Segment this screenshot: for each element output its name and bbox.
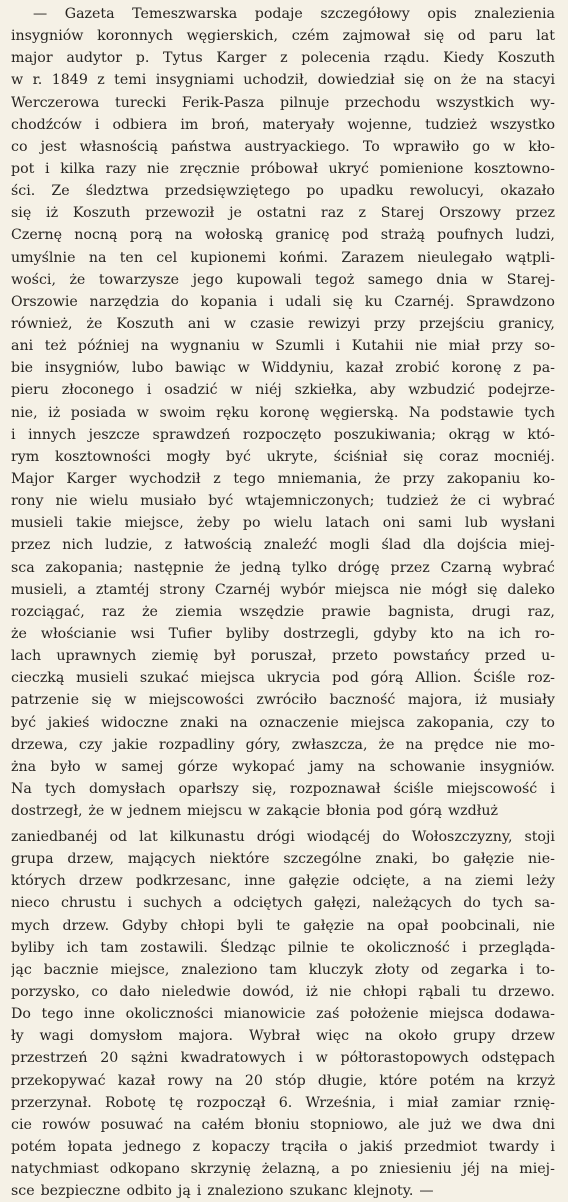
text-line: musieli takie miejsce, żeby po wielu latach oni sami lub wysłani	[11, 515, 555, 532]
text-line: — Gazeta Temeszwarska podaje szczegółowy opis znalezienia	[33, 6, 555, 22]
text-line: rozciągać, raz że ziemia wszędzie prawie bagnista, drugi raz,	[11, 603, 555, 620]
text-line: cieczką musieli szukać miejsca ukrycia pod górą Allion. Ściśle roz-	[11, 670, 555, 687]
text-line: pieru złoconego i osadzić w niéj szkiełka, aby wzbudzić podejrze-	[11, 382, 555, 399]
text-line: rony nie wielu musiało być wtajemniczonych; tudzież że ci wybrać	[11, 493, 555, 510]
text-line: byliby ich tam zostawili. Śledząc pilnie te okoliczność i przegląda-	[11, 939, 555, 956]
text-line: w r. 1849 z temi insygniami uchodził, dowiedział się on że na stacyi	[11, 72, 555, 89]
text-line: się iż Koszuth przewoził je ostatni raz z Starej Orszowy przez	[11, 205, 555, 222]
text-line: jąc bacznie miejsce, znaleziono tam kluczyk złoty od zegarka i to-	[11, 961, 555, 978]
text-line: sca zakopania; następnie że jedną tylko drógę przez Czarną wybrać	[11, 559, 555, 576]
text-line: dostrzegł, że w jednem miejscu w zakącie błonia pod górą wzdłuż	[11, 803, 498, 820]
text-line: bie insygniów, lubo bawiąc w Widdyniu, kazał zrobić koronę z pa-	[11, 360, 555, 377]
article-column-bottom	[0, 826, 568, 1202]
text-line: co jest własnością państwa austryackiego. To wprawiło go w kło-	[11, 138, 555, 155]
text-line: być jakieś widoczne znaki na oznaczenie miejsca zakopania, czy to	[11, 714, 555, 731]
text-line: zaniedbanéj od lat kilkunastu drógi wiodącéj do Wołoszczyzny, stoji	[11, 829, 555, 845]
text-line: przekopywać kazał rowy na 20 stóp długie, które potém na krzyż	[11, 1072, 555, 1089]
text-line: Orszowie narzędzia do kopania i udali się ku Czarnéj. Sprawdzono	[11, 293, 555, 310]
text-line: przez nich ludzie, z łatwością znaleźć mogli ślad dla dojścia miej-	[11, 537, 555, 554]
text-line: że włościanie wsi Tufier byliby dostrzegli, gdyby kto na ich ro-	[11, 625, 555, 642]
text-line: sce bezpieczne odbito ją i znaleziono szukanc klejnoty. —	[11, 1183, 434, 1200]
text-line: cie rowów posuwać na całém błoniu stopniowo, ale już we dwa dni	[11, 1116, 555, 1133]
text-line: natychmiast odkopano skrzynię żelazną, a po zniesieniu jéj na miej-	[11, 1161, 555, 1178]
text-line: Do tego inne okoliczności mianowicie zaś położenie miejsca dodawa-	[11, 1006, 555, 1023]
text-line: insygniów koronnych węgierskich, czém zajmował się od paru lat	[11, 28, 555, 45]
text-line: Na tych domysłach oparłszy się, rozpoznawał ściśle miejscowość i	[11, 780, 555, 797]
text-line: ani też później na wygnaniu w Szumli i Kutahii nie miał przy so-	[11, 338, 555, 355]
text-line: Werczerowa turecki Ferik-Pasza pilnuje przechodu wszystkich wy-	[11, 94, 555, 111]
text-line: umyślnie na ten cel kupionemi końmi. Zarazem nieulegało wątpli-	[11, 249, 555, 266]
text-line: musieli, a ztamtéj strony Czarnéj wybór miejsca nie mógł się daleko	[11, 581, 555, 598]
text-line: major audytor p. Tytus Karger z polecenia rządu. Kiedy Koszuth	[11, 50, 555, 67]
text-line: patrzenie się w miejscowości zwróciło baczność majora, iż musiały	[11, 692, 555, 709]
text-line: również, że Koszuth ani w czasie rewizyi przy przejściu granicy,	[11, 315, 555, 332]
text-line: ły wagi domysłom majora. Wybrał więc na około grupy drzew	[11, 1028, 555, 1045]
text-line: rym kosztowności mogły być ukryte, ściśniał się coraz mocniéj.	[11, 448, 555, 465]
text-line: ści. Ze śledztwa przedsięwziętego po upadku rewolucyi, okazało	[11, 183, 555, 200]
text-line: nieco chrustu i suchych a odciętych gałęzi, należących do tych sa-	[11, 895, 555, 912]
text-line: chodźców i odbiera im broń, materyały wojenne, tudzież wszystko	[11, 116, 555, 133]
text-line: lach uprawnych ziemię był poruszał, przeto powstańcy przed u-	[11, 648, 555, 665]
text-line: przestrzeń 20 sążni kwadratowych i w półtorastopowych odstępach	[11, 1050, 555, 1067]
text-line: wości, że towarzysze jego kupowali tegoż samego dnia w Starej-	[11, 271, 555, 288]
text-line: pot i kilka razy nie zręcznie próbował ukryć pomienione kosztowno-	[11, 160, 555, 177]
text-line: Major Karger wychodził z tego mniemania, że przy zakopaniu ko-	[11, 470, 555, 487]
article-column-top	[0, 3, 568, 822]
text-line: nie, iż posiada w swoim ręku koronę węgierską. Na podstawie tych	[11, 404, 555, 421]
text-line: potém łopata jednego z kopaczy trąciła o jakiś przedmiot twardy i	[11, 1138, 555, 1155]
text-line: drzewa, czy jakie rozpadliny góry, zwłaszcza, że na prędce nie mo-	[11, 736, 555, 753]
text-line: i innych jeszcze sprawdzeń rozpoczęto poszukiwania; okrąg w któ-	[11, 426, 555, 443]
text-line: przerzynał. Robotę tę rozpoczął 6. Września, i miał zamiar rznię-	[11, 1094, 555, 1111]
text-line: których drzew podkrzesanc, inne gałęzie odcięte, a na ziemi leży	[11, 873, 555, 890]
text-line: mych drzew. Gdyby chłopi byli te gałęzie na opał poobcinali, nie	[11, 917, 555, 934]
text-line: Czernę nocną porą na wołoską granicę pod strażą poufnych ludzi,	[11, 227, 555, 244]
text-line: grupa drzew, mających niektóre szczególne znaki, bo gałęzie nie-	[11, 851, 555, 868]
text-line: porzysko, co dało nieledwie dowód, iż nie chłopi rąbali tu drzewo.	[11, 983, 555, 1000]
text-line: żna było w samej górze wykopać jamy na schowanie insygniów.	[11, 758, 555, 775]
